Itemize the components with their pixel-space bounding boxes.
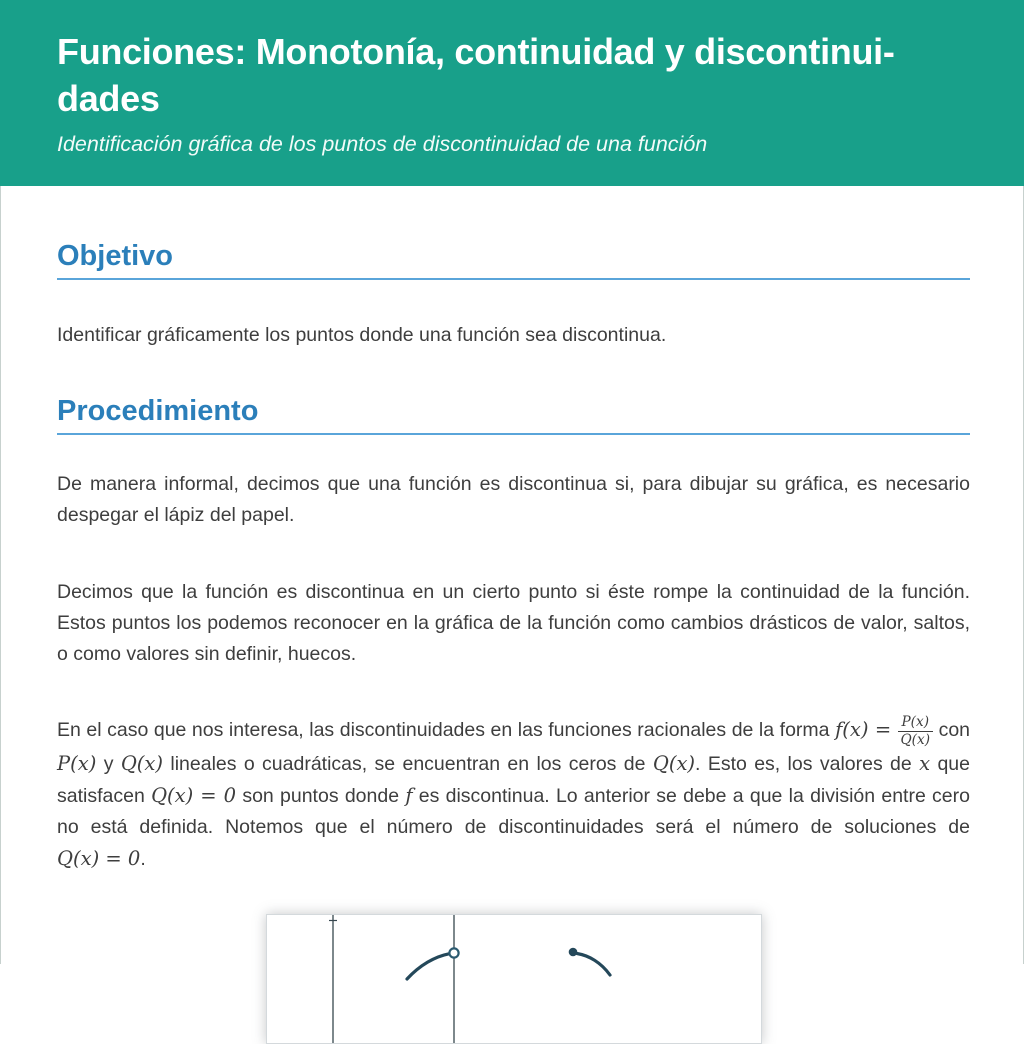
text-segment: es discontinua. Lo anterior se debe a que la división entre cero no está definida. Notemos que el número de discontinuidades será el número de soluciones de	[57, 784, 970, 838]
math-qx: Q(x)	[652, 751, 696, 775]
paragraph-puntos: Decimos que la función es discontinua en un cierto punto si éste rompe la continuidad de la función. Estos puntos los podemos reconocer en la gráfica de la función como cambios drásticos de valor, saltos, o como valores sin definir, huecos.	[57, 581, 970, 665]
math-x: x	[919, 751, 931, 775]
math-qx-equals-zero: Q(x) = 0	[151, 783, 237, 807]
page-title	[57, 28, 967, 122]
page-title-line1: Funciones: Monotonía, continuidad y discontinui-	[57, 31, 895, 72]
text-segment: que satisfacen	[57, 752, 970, 807]
math-px: P(x)	[57, 751, 97, 775]
function-graph-svg	[267, 915, 761, 1043]
function-graph-figure	[266, 914, 762, 1044]
math-qx: Q(x)	[120, 751, 164, 775]
text-segment: .	[140, 847, 146, 870]
paragraph-informal: De manera informal, decimos que una función es discontinua si, para dibujar su gráfica, es necesario despegar el lápiz del papel.	[57, 473, 970, 526]
math-fraction-denominator: Q(x)	[898, 731, 934, 748]
open-point	[449, 948, 458, 957]
text-segment: . Esto es, los valores de	[695, 752, 920, 775]
math-fx: f(x) =	[835, 718, 892, 741]
card-left-edge	[0, 186, 1, 964]
text-segment: lineales o cuadráticas, se encuentran en los ceros de	[163, 752, 653, 775]
math-fraction	[898, 714, 934, 747]
paragraph-objetivo: Identificar gráficamente los puntos donde una función sea discontinua.	[57, 324, 667, 346]
curve-right-branch	[577, 954, 610, 976]
text-segment: son puntos donde	[236, 784, 406, 807]
math-f: f	[405, 783, 413, 807]
math-qx-equals-zero: Q(x) = 0	[57, 846, 141, 870]
math-fraction-numerator: P(x)	[901, 714, 930, 731]
page-subtitle: Identificación gráfica de los puntos de discontinuidad de una función	[57, 132, 708, 156]
text-segment: y	[96, 752, 121, 775]
content-area	[57, 186, 970, 875]
curve-left-branch	[407, 954, 449, 979]
section-objetivo	[57, 240, 970, 351]
paragraph-racionales	[57, 714, 970, 875]
header-banner	[0, 0, 1024, 186]
section-procedimiento	[57, 395, 970, 875]
math-f-equals-fraction	[835, 714, 933, 748]
closed-point	[569, 948, 578, 957]
text-segment: En el caso que nos interesa, las discontinuidades en las funciones racionales de la forma	[57, 719, 836, 741]
heading-procedimiento: Procedimiento	[57, 395, 970, 435]
page-title-line2: dades	[57, 78, 160, 119]
heading-objetivo: Objetivo	[57, 240, 970, 280]
text-segment: con	[933, 719, 971, 741]
card-right-edge	[1023, 186, 1024, 964]
